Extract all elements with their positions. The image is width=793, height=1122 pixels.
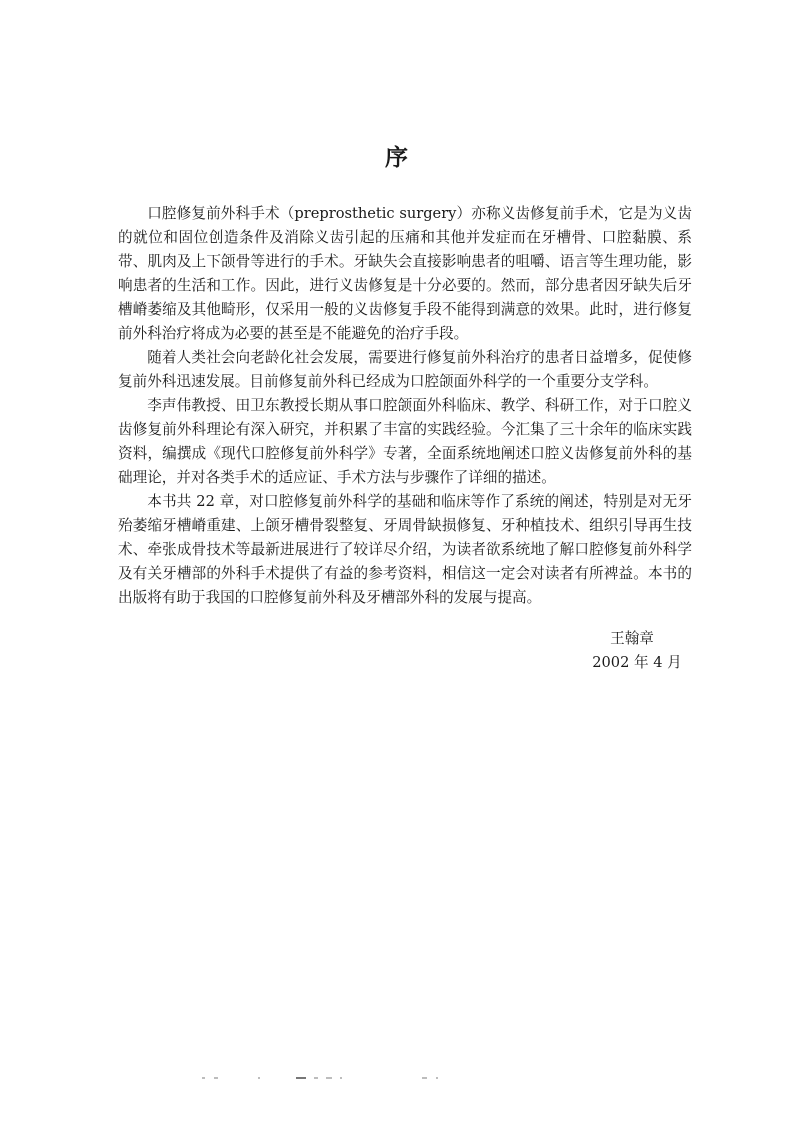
paragraph-4: 本书共 22 章，对口腔修复前外科学的基础和临床等作了系统的阐述，特别是对无牙殆萎缩牙槽嵴重建、上颌牙槽骨裂整复、牙周骨缺损修复、牙种植技术、组织引导再生技术、牵张成骨技术等最新进展进行了较详尽介绍，为读者欲系统地了解口腔修复前外科学及有关牙槽部的外科手术提供了有益的参考资料，相信这一定会对读者有所裨益。本书的出版将有助于我国的口腔修复前外科及牙槽部外科的发展与提高。	[118, 493, 692, 606]
signature-date: 2002 年 4 月	[592, 654, 682, 671]
paragraph-2: 随着人类社会向老龄化社会发展，需要进行修复前外科治疗的患者日益增多，促使修复前外科迅速发展。目前修复前外科已经成为口腔颌面外科学的一个重要分支学科。	[118, 349, 692, 390]
preface-body	[118, 202, 692, 610]
signature-author: 王翰章	[610, 630, 654, 647]
paragraph-3: 李声伟教授、田卫东教授长期从事口腔颌面外科临床、教学、科研工作，对于口腔义齿修复前外科理论有深入研究，并积累了丰富的实践经验。今汇集了三十余年的临床实践资料，编撰成《现代口腔修复前外科学》专著，全面系统地阐述口腔义齿修复前外科的基础理论，并对各类手术的适应证、手术方法与步骤作了详细的描述。	[118, 397, 692, 486]
scan-artifacts	[200, 1077, 440, 1080]
paragraph-1: 口腔修复前外科手术（preprosthetic surgery）亦称义齿修复前手术，它是为义齿的就位和固位创造条件及消除义齿引起的压痛和其他并发症而在牙槽骨、口腔黏膜、系带、肌肉及上下颌骨等进行的手术。牙缺失会直接影响患者的咀嚼、语言等生理功能，影响患者的生活和工作。因此，进行义齿修复是十分必要的。然而，部分患者因牙缺失后牙槽嵴萎缩及其他畸形，仅采用一般的义齿修复手段不能得到满意的效果。此时，进行修复前外科治疗将成为必要的甚至是不能避免的治疗手段。	[118, 205, 692, 342]
page-title: 序	[385, 144, 408, 171]
